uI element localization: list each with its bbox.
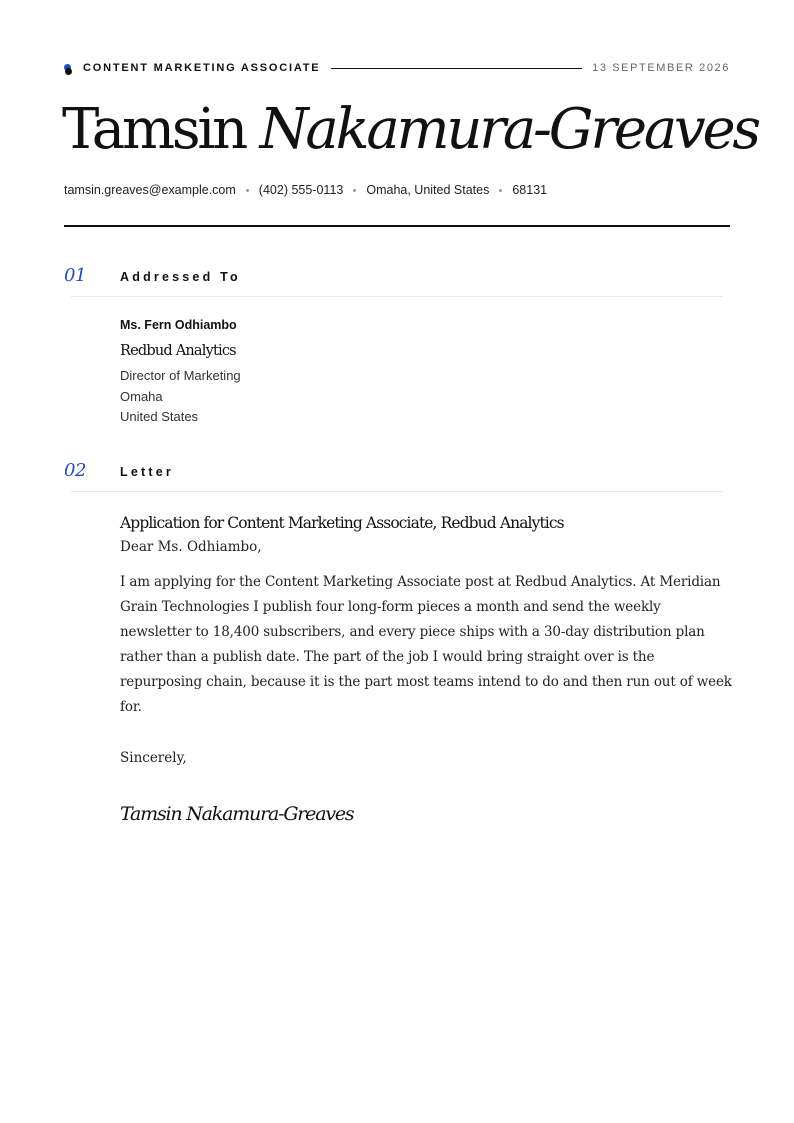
letter-signature: Tamsin Nakamura-Greaves: [120, 803, 354, 825]
separator-dot: [246, 189, 249, 192]
contact-line: [64, 183, 547, 197]
separator-dot: [353, 189, 356, 192]
letter-body: I am applying for the Content Marketing Associate post at Redbud Analytics. At Meridian Grain Technologies I publish four long-form pieces a month and send the weekly newsletter to 18,400 subscribers, and every piece ships with a 30-day distribution plan rather than a publish date. The part of the job I would bring straight over is the repurposing chain, because it is the part most teams intend to do and then run out of week for.: [120, 574, 732, 715]
contact-email: tamsin.greaves@example.com: [64, 183, 236, 197]
applicant-name: [62, 96, 762, 164]
section-divider: [71, 296, 723, 297]
section-title-letter: Letter: [120, 465, 174, 479]
recipient-company: Redbud Analytics: [120, 343, 236, 359]
section-number-letter: 02: [64, 460, 86, 481]
recipient-city: Omaha: [120, 388, 163, 404]
letter-date: 13 SEPTEMBER 2026: [592, 62, 730, 74]
contact-phone: (402) 555-0113: [258, 183, 344, 197]
name-first: Tamsin: [62, 97, 246, 162]
letter-subject: Application for Content Marketing Associate, Redbud Analytics: [120, 514, 564, 532]
name-last: Nakamura-Greaves: [259, 97, 758, 162]
separator-dot: [499, 189, 502, 192]
contact-location: Omaha, United States: [366, 183, 490, 197]
section-title-addressed: Addressed To: [120, 270, 241, 284]
recipient-title: Director of Marketing: [120, 368, 241, 383]
recipient-country: United States: [120, 409, 199, 424]
letter-salutation: Dear Ms. Odhiambo,: [120, 539, 262, 555]
header-divider: [64, 225, 730, 227]
section-number-addressed: 01: [64, 265, 86, 286]
top-bar: [64, 60, 730, 76]
accent-dots-icon: [64, 64, 73, 76]
recipient-name: Ms. Fern Odhiambo: [120, 318, 237, 332]
top-rule: [331, 68, 582, 69]
role-label: CONTENT MARKETING ASSOCIATE: [83, 62, 321, 74]
recipient-block: [120, 316, 720, 428]
recipient-address: [120, 366, 720, 428]
contact-postcode: 68131: [512, 183, 548, 197]
letter-closing: Sincerely,: [120, 750, 187, 766]
letter-block: [120, 512, 732, 827]
section-divider: [71, 491, 723, 492]
cover-letter-page: [62, 0, 758, 1123]
